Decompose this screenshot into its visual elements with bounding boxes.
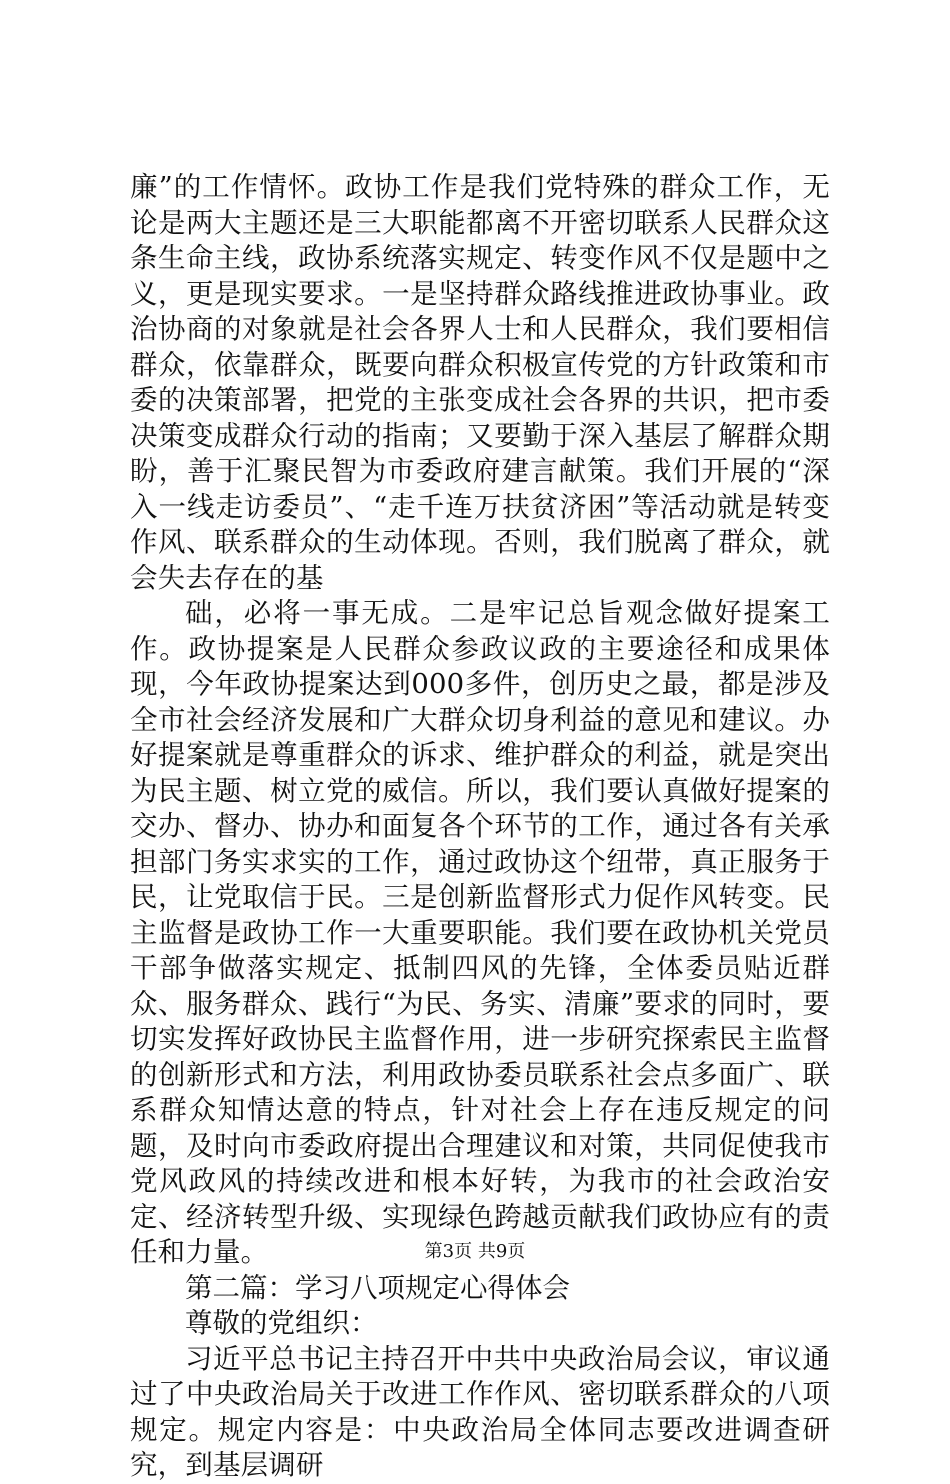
document-body — [130, 170, 830, 1484]
salutation: 尊敬的党组织： — [185, 1307, 378, 1339]
section-heading: 第二篇：学习八项规定心得体会 — [185, 1271, 570, 1304]
paragraph-2: 础，必将一事无成。二是牢记总旨观念做好提案工作。政协提案是人民群众参政议政的主要途径和成果体现，今年政协提案达到000多件，创历史之最，都是涉及全市社会经济发展和广大群众切身利益的意见和建议。办好提案就是尊重群众的诉求、维护群众的利益，就是突出为民主题、树立党的威信。所以，我们要认真做好提案的交办、督办、协办和面复各个环节的工作，通过各有关承担部门务实求实的工作，通过政协这个纽带，真正服务于民，让党取信于民。三是创新监督形式力促作风转变。民主监督是政协工作一大重要职能。我们要在政协机关党员干部争做落实规定、抵制四风的先锋，全体委员贴近群众、服务群众、践行“为民、务实、清廉”要求的同时，要切实发挥好政协民主监督作用，进一步研究探索民主监督的创新形式和方法，利用政协委员联系社会点多面广、联系群众知情达意的特点，针对社会上存在违反规定的问题，及时向市委政府提出合理建议和对策，共同促使我市党风政风的持续改进和根本好转，为我市的社会政治安定、经济转型升级、实现绿色跨越贡献我们政协应有的责任和力量。 — [130, 597, 830, 1268]
paragraph-3: 习近平总书记主持召开中共中央政治局会议，审议通过了中央政治局关于改进工作作风、密切联系群众的八项规定。规定内容是：中央政治局全体同志要改进调查研究，到基层调研 — [130, 1342, 830, 1481]
page-footer: 第3页 共9页 — [424, 1241, 526, 1262]
paragraph-1: 廉”的工作情怀。政协工作是我们党特殊的群众工作，无论是两大主题还是三大职能都离不开密切联系人民群众这条生命主线，政协系统落实规定、转变作风不仅是题中之义，更是现实要求。一是坚持群众路线推进政协事业。政治协商的对象就是社会各界人士和人民群众，我们要相信群众，依靠群众，既要向群众积极宣传党的方针政策和市委的决策部署，把党的主张变成社会各界的共识，把市委决策变成群众行动的指南；又要勤于深入基层了解群众期盼，善于汇聚民智为市委政府建言献策。我们开展的“深入一线走访委员”、“走千连万扶贫济困”等活动就是转变作风、联系群众的生动体现。否则，我们脱离了群众，就会失去存在的基 — [130, 171, 830, 594]
